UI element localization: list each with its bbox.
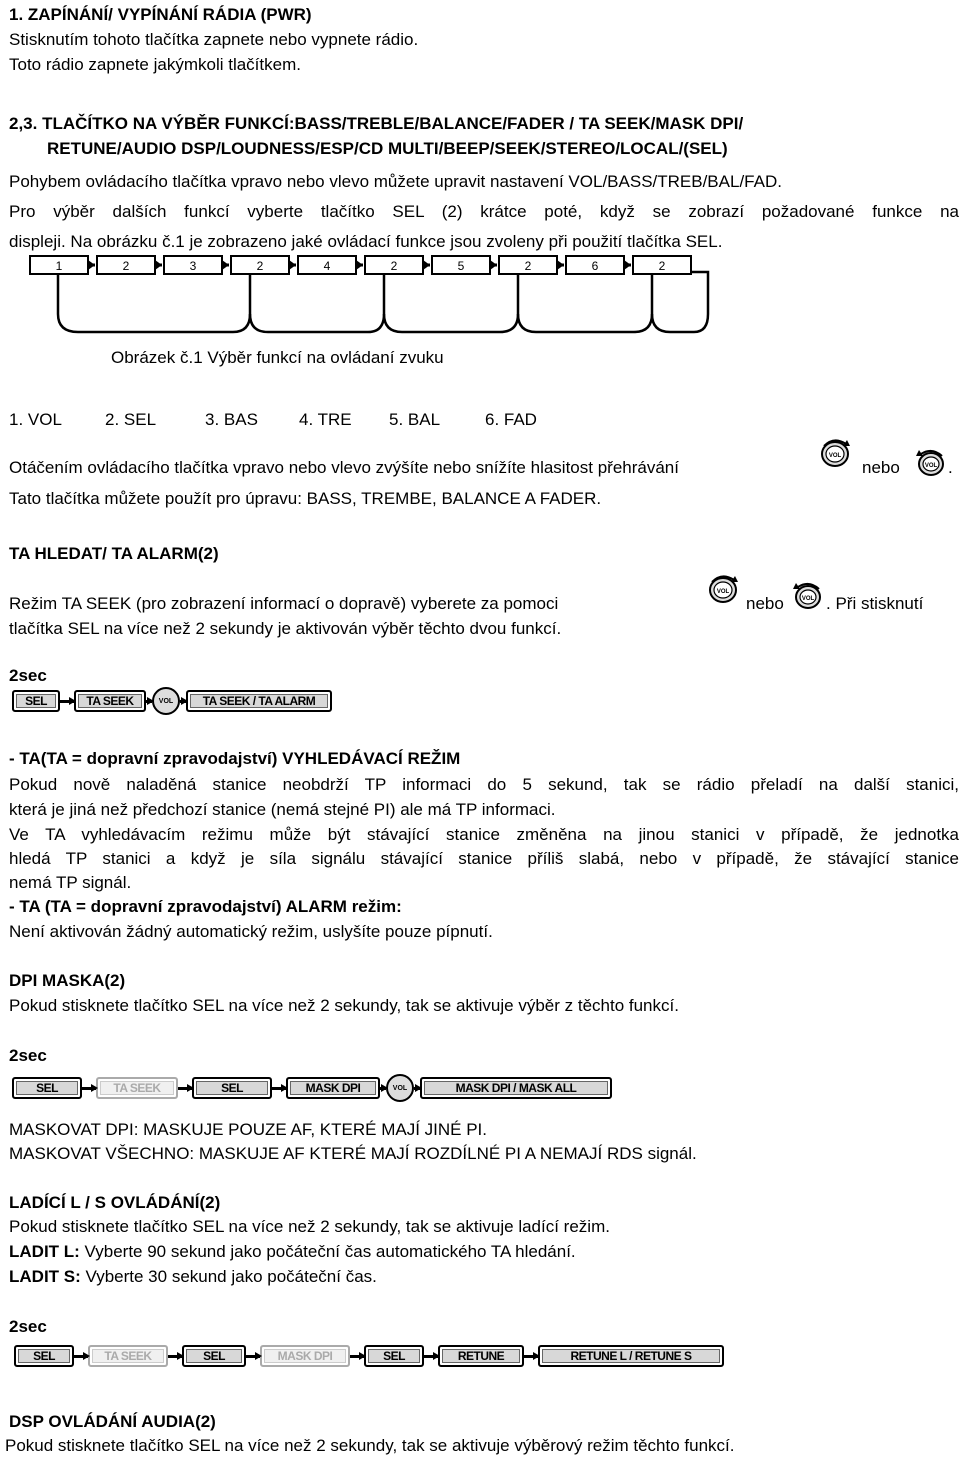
knob-rotate-left-icon	[792, 580, 826, 612]
ta-mode-line-4-text: hledá TP stanici a když je síla signálu stávající stanice příliš slabá, nebo v případě, že stávající stanice	[9, 849, 959, 868]
arrow-icon	[82, 1087, 96, 1090]
loop-4	[518, 272, 652, 332]
function-cycle-diagram	[28, 254, 718, 338]
ta-para-1: Režim TA SEEK (pro zobrazení informací o dopravě) vyberete za pomoci	[9, 594, 559, 613]
diagram-arrowhead-icon	[490, 260, 497, 270]
arrow-icon	[524, 1355, 538, 1358]
section1-line2: Toto rádio zapnete jakýmkoli tlačítkem.	[9, 55, 301, 74]
ta-mode-line-3	[9, 822, 959, 847]
section2-para-2-text: Pro výběr dalších funkcí vyberte tlačítko SEL (2) krátce poté, když se zobrazí požadované funkce na	[9, 202, 959, 221]
sel-button[interactable]: SEL	[14, 1345, 74, 1367]
arrow-icon	[414, 1087, 420, 1090]
diagram-cell-label: 6	[591, 259, 599, 273]
dpi-2sec-label: 2sec	[9, 1046, 47, 1065]
diagram-cell-label: 2	[524, 259, 532, 273]
arrow-icon	[350, 1355, 364, 1358]
knob-label: VOL	[828, 453, 842, 459]
retune-button-strip	[14, 1345, 724, 1367]
ta-heading: TA HLEDAT/ TA ALARM(2)	[9, 544, 219, 563]
section1-title: 1. ZAPÍNÁNÍ/ VYPÍNÁNÍ RÁDIA (PWR)	[9, 5, 312, 24]
ta-seek-alarm-button[interactable]: TA SEEK / TA ALARM	[186, 690, 332, 712]
section2-para-1: Pohybem ovládacího tlačítka vpravo nebo vlevo můžete upravit nastavení VOL/BASS/TREB/BAL/FAD.	[9, 172, 782, 191]
ta-para-2: tlačítka SEL na více než 2 sekundy je aktivován výběr těchto dvou funkcí.	[9, 619, 562, 638]
ladici-heading: LADÍCÍ L / S OVLÁDÁNÍ(2)	[9, 1193, 221, 1212]
loop-5	[652, 272, 708, 332]
diagram-cell-label: 3	[189, 259, 197, 273]
arrow-icon	[380, 1087, 386, 1090]
arrow-icon	[246, 1355, 260, 1358]
section2-para-3: displeji. Na obrázku č.1 je zobrazeno jaké ovládací funkce jsou zvoleny při použití tlačítka SEL.	[9, 232, 723, 251]
diagram-cell-label: 2	[658, 259, 666, 273]
ta-mode-line-3-text: Ve TA vyhledávacím režimu může být stávající stanice změněna na jinou stanici v případě, že jednotka	[9, 825, 959, 844]
knob-rotate-left-icon	[916, 448, 948, 478]
ladici-2sec-label: 2sec	[9, 1317, 47, 1336]
legend-4: 4. TRE	[299, 410, 352, 429]
arrow-icon	[60, 700, 74, 703]
loop-3	[384, 272, 518, 332]
legend-2: 2. SEL	[105, 410, 157, 429]
dsp-heading: DSP OVLÁDÁNÍ AUDIA(2)	[9, 1412, 216, 1431]
retune-button[interactable]: RETUNE	[438, 1345, 524, 1367]
diagram-cell-label: 1	[55, 259, 63, 273]
legend-1: 1. VOL	[9, 410, 62, 429]
diagram-cell-label: 2	[390, 259, 398, 273]
ladici-line-1: Pokud stisknete tlačítko SEL na více než 2 sekundy, tak se aktivuje ladící režim.	[9, 1217, 610, 1236]
arrow-icon	[74, 1355, 88, 1358]
rotate-text-2: Tato tlačítka můžete použít pro úpravu: BASS, TREMBE, BALANCE A FADER.	[9, 489, 602, 508]
loop-2	[250, 272, 384, 332]
dpi-line-2: MASKOVAT DPI: MASKUJE POUZE AF, KTERÉ MAJÍ JINÉ PI.	[9, 1120, 487, 1139]
ta-button-strip	[12, 687, 332, 715]
rotate-dot: .	[948, 458, 953, 477]
dpi-button-strip	[12, 1074, 612, 1102]
sel-button[interactable]: SEL	[12, 1077, 82, 1099]
knob-label: VOL	[801, 596, 815, 602]
arrow-icon	[272, 1087, 286, 1090]
vol-knob-icon: VOL	[152, 687, 180, 715]
knob-label: VOL	[924, 463, 938, 469]
section2-title-1: 2,3. TLAČÍTKO NA VÝBĚR FUNKCÍ:BASS/TREBLE/BALANCE/FADER / TA SEEK/MASK DPI/	[9, 114, 744, 133]
diagram-arrowhead-icon	[356, 260, 363, 270]
diagram-cells	[30, 256, 691, 274]
diagram-arrowhead-icon	[155, 260, 162, 270]
ta-mode-line-1-text: Pokud nově naladěná stanice neobdrží TP informaci do 5 sekund, tak se rádio přeladí na další stanici,	[9, 775, 959, 794]
mask-dpi-all-button[interactable]: MASK DPI / MASK ALL	[420, 1077, 612, 1099]
section2-para-2	[9, 199, 959, 224]
arrow-icon	[424, 1355, 438, 1358]
ta-mode-line-2: která je jiná než předchozí stanice (nemá stejné PI) ale má TP informaci.	[9, 800, 556, 819]
dpi-line-3: MASKOVAT VŠECHNO: MASKUJE AF KTERÉ MAJÍ ROZDÍLNÉ PI A NEMAJÍ RDS signál.	[9, 1144, 697, 1163]
ta-para-1b: . Při stisknutí	[826, 594, 924, 613]
diagram-arrowhead-icon	[423, 260, 430, 270]
section2-title-2: RETUNE/AUDIO DSP/LOUDNESS/ESP/CD MULTI/BEEP/SEEK/STEREO/LOCAL/(SEL)	[47, 139, 728, 158]
ladici-line-3	[9, 1264, 377, 1289]
ta-mode-line-6: Není aktivován žádný automatický režim, uslyšíte pouze pípnutí.	[9, 922, 493, 941]
ladit-l-label: LADIT L:	[9, 1242, 80, 1261]
sel-button[interactable]: SEL	[364, 1345, 424, 1367]
arrow-icon	[180, 700, 186, 703]
diagram-arrowhead-icon	[289, 260, 296, 270]
ta-seek-button[interactable]: TA SEEK	[96, 1077, 178, 1099]
ladici-line-2	[9, 1239, 576, 1264]
arrow-icon	[178, 1087, 192, 1090]
arrow-icon	[168, 1355, 182, 1358]
ladit-s-text: Vyberte 30 sekund jako počáteční čas.	[80, 1267, 377, 1286]
loop-1	[58, 272, 250, 332]
ladit-l-text: Vyberte 90 sekund jako počáteční čas automatického TA hledání.	[79, 1242, 576, 1261]
mask-dpi-button[interactable]: MASK DPI	[286, 1077, 380, 1099]
diagram-loops	[58, 272, 708, 332]
ta-seek-button[interactable]: TA SEEK	[88, 1345, 168, 1367]
ta-seek-button[interactable]: TA SEEK	[74, 690, 146, 712]
dsp-line-1: Pokud stisknete tlačítko SEL na více než 2 sekundy, tak se aktivuje výběrový režim těchto funkcí.	[5, 1436, 735, 1455]
vol-knob-icon: VOL	[386, 1074, 414, 1102]
sel-button[interactable]: SEL	[182, 1345, 246, 1367]
knob-rotate-right-icon	[706, 572, 742, 606]
rotate-nebo: nebo	[862, 458, 900, 477]
arrow-icon	[146, 700, 152, 703]
mask-dpi-button[interactable]: MASK DPI	[260, 1345, 350, 1367]
diagram-arrowhead-icon	[222, 260, 229, 270]
diagram-arrowhead-icon	[557, 260, 564, 270]
dpi-line-1: Pokud stisknete tlačítko SEL na více než 2 sekundy, tak se aktivuje výběr z těchto funkcí.	[9, 996, 679, 1015]
diagram-arrowhead-icon	[624, 260, 631, 270]
legend-6: 6. FAD	[485, 410, 537, 429]
legend-5: 5. BAL	[389, 410, 441, 429]
ta-search-mode-heading: - TA(TA = dopravní zpravodajství) VYHLEDÁVACÍ REŽIM	[9, 749, 461, 768]
sel-button[interactable]: SEL	[12, 690, 60, 712]
retune-l-s-button[interactable]: RETUNE L / RETUNE S	[538, 1345, 724, 1367]
sel-button[interactable]: SEL	[192, 1077, 272, 1099]
dpi-heading: DPI MASKA(2)	[9, 971, 126, 990]
figure-caption: Obrázek č.1 Výběr funkcí na ovládaní zvuku	[111, 348, 444, 367]
ladit-s-label: LADIT S:	[9, 1267, 81, 1286]
diagram-cell-label: 4	[323, 259, 331, 273]
legend-3: 3. BAS	[205, 410, 258, 429]
diagram-cell-label: 2	[122, 259, 130, 273]
section1-line1: Stisknutím tohoto tlačítka zapnete nebo vypnete rádio.	[9, 30, 419, 49]
rotate-text-1: Otáčením ovládacího tlačítka vpravo nebo vlevo zvýšíte nebo snížíte hlasitost přehrávání	[9, 458, 679, 477]
knob-rotate-right-icon	[818, 436, 854, 470]
ta-mode-line-1	[9, 772, 959, 797]
diagram-cell-label: 5	[457, 259, 465, 273]
ta-mode-line-5: nemá TP signál.	[9, 873, 132, 892]
ta-nebo: nebo	[746, 594, 784, 613]
diagram-arrowhead-icon	[88, 260, 95, 270]
knob-label: VOL	[716, 589, 730, 595]
ta-2sec-label: 2sec	[9, 666, 47, 685]
ta-mode-line-4	[9, 846, 959, 871]
ta-alarm-mode-heading: - TA (TA = dopravní zpravodajství) ALARM režim:	[9, 897, 402, 916]
diagram-cell-label: 2	[256, 259, 264, 273]
